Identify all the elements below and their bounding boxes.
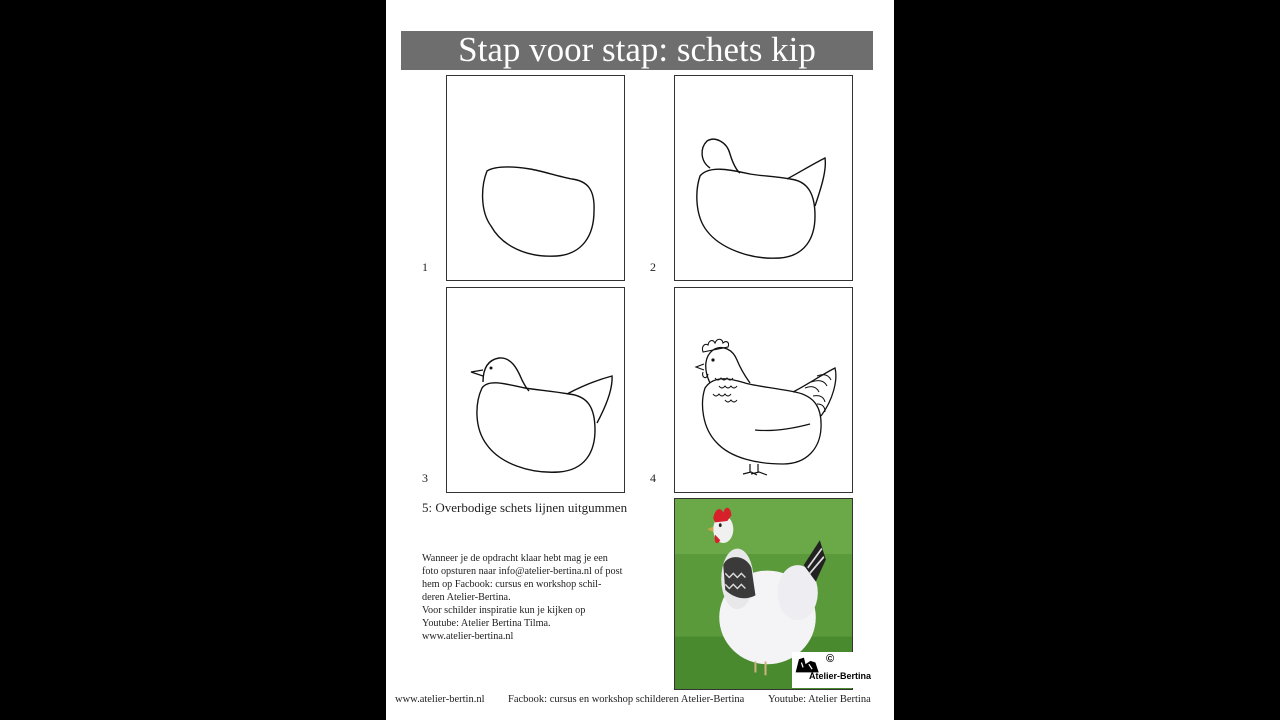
note-line: foto opsturen naar info@atelier-bertina.nl of post (422, 566, 623, 577)
page-title: Stap voor stap: schets kip (401, 31, 873, 70)
step-2-number: 2 (650, 260, 656, 274)
submission-note (422, 552, 632, 643)
step-2-panel (674, 75, 853, 281)
step-4-number: 4 (650, 471, 656, 485)
note-line: deren Atelier-Bertina. (422, 592, 511, 603)
logo-text: Atelier-Bertina (809, 671, 872, 681)
copyright-symbol: © (826, 653, 835, 665)
step-3-sketch (447, 288, 624, 492)
step-1-panel (446, 75, 625, 281)
step-1-sketch (447, 76, 624, 280)
note-line: Voor schilder inspiratie kun je kijken op (422, 605, 586, 616)
reference-photo-panel (674, 498, 872, 690)
note-line: Youtube: Atelier Bertina Tilma. (422, 618, 551, 629)
note-line: Wanneer je de opdracht klaar hebt mag je een (422, 553, 608, 564)
step-4-panel (674, 287, 853, 493)
footer-website: www.atelier-bertin.nl (395, 694, 485, 705)
worksheet-page (386, 0, 894, 720)
footer-facebook: Facbook: cursus en workshop schilderen Atelier-Bertina (508, 694, 745, 705)
note-line: hem op Facbook: cursus en workshop schil- (422, 579, 602, 590)
step-2-sketch (675, 76, 852, 280)
step-4-sketch (675, 288, 852, 492)
step-5-instruction: 5: Overbodige schets lijnen uitgummen (422, 500, 628, 515)
footer-youtube: Youtube: Atelier Bertina (768, 694, 871, 705)
step-3-number: 3 (422, 471, 428, 485)
step-3-panel (446, 287, 625, 493)
atelier-bertina-logo (792, 652, 872, 688)
note-line: www.atelier-bertina.nl (422, 631, 514, 642)
step-1-number: 1 (422, 260, 428, 274)
